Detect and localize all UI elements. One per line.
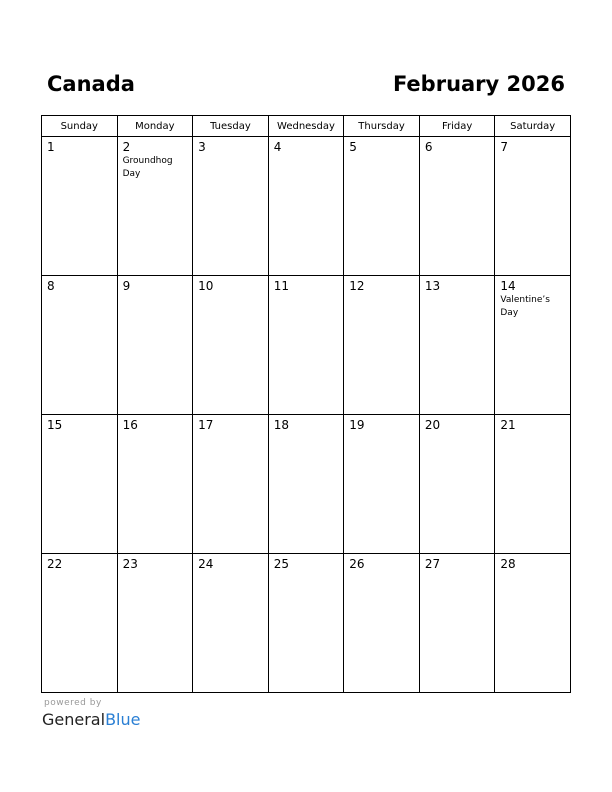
holiday-label — [193, 432, 268, 433]
holiday-label — [42, 432, 117, 433]
holiday-label: Groundhog Day — [122, 156, 173, 179]
day-cell — [344, 137, 420, 276]
holiday-label — [344, 571, 419, 572]
day-number: 23 — [122, 557, 138, 571]
holiday-label — [420, 432, 495, 433]
day-cell — [193, 137, 269, 276]
brand-blue-text: Blue — [105, 710, 141, 729]
day-number: 22 — [47, 557, 63, 571]
calendar-grid — [41, 115, 571, 693]
weekday-saturday: Saturday — [495, 116, 571, 137]
holiday-label — [495, 432, 570, 433]
day-cell — [268, 415, 344, 554]
day-number: 3 — [198, 140, 206, 154]
day-cell — [117, 415, 193, 554]
day-cell — [117, 137, 193, 276]
weekday-tuesday: Tuesday — [193, 116, 269, 137]
day-cell — [419, 554, 495, 693]
week-row — [42, 137, 571, 276]
day-number: 26 — [349, 557, 365, 571]
day-cell — [344, 276, 420, 415]
week-row — [42, 554, 571, 693]
day-number: 18 — [273, 418, 289, 432]
day-number: 10 — [198, 279, 214, 293]
holiday-label: Valentine’s Day — [500, 295, 550, 318]
holiday-label — [193, 154, 268, 155]
day-number: 2 — [122, 140, 131, 154]
weekday-sunday: Sunday — [42, 116, 118, 137]
generalblue-logo[interactable] — [42, 710, 140, 730]
holiday-label — [495, 154, 570, 155]
week-row — [42, 415, 571, 554]
holiday-label — [420, 571, 495, 572]
day-cell — [42, 415, 118, 554]
day-cell — [42, 554, 118, 693]
day-number: 15 — [47, 418, 63, 432]
holiday-label — [495, 571, 570, 572]
day-cell — [193, 276, 269, 415]
day-number: 21 — [500, 418, 516, 432]
day-cell — [495, 276, 571, 415]
holiday-label — [269, 154, 344, 155]
day-cell — [117, 554, 193, 693]
day-number: 9 — [122, 279, 131, 293]
day-cell — [344, 415, 420, 554]
day-number: 25 — [273, 557, 289, 571]
holiday-label — [344, 293, 419, 294]
day-number: 28 — [500, 557, 516, 571]
week-row — [42, 276, 571, 415]
holiday-label — [118, 432, 193, 433]
day-cell — [117, 276, 193, 415]
day-cell — [268, 554, 344, 693]
day-number: 12 — [349, 279, 365, 293]
weekday-header-row — [42, 116, 571, 137]
holiday-label — [420, 293, 495, 294]
holiday-label — [344, 154, 419, 155]
day-cell — [419, 276, 495, 415]
day-cell — [193, 554, 269, 693]
day-number: 27 — [424, 557, 441, 571]
weekday-monday: Monday — [117, 116, 193, 137]
day-cell — [419, 415, 495, 554]
day-number: 14 — [500, 279, 516, 293]
holiday-label — [193, 293, 268, 294]
day-number: 17 — [198, 418, 214, 432]
holiday-label — [118, 293, 193, 294]
holiday-label — [42, 293, 117, 294]
day-number: 4 — [273, 140, 282, 154]
day-cell — [42, 276, 118, 415]
holiday-label — [118, 571, 193, 572]
day-cell — [193, 415, 269, 554]
country-title: Canada — [47, 72, 135, 96]
brand-general-text: General — [42, 710, 106, 729]
day-number: 8 — [47, 279, 55, 293]
holiday-label — [269, 293, 344, 294]
holiday-label — [344, 432, 419, 433]
day-number: 24 — [198, 557, 214, 571]
powered-by-label: powered by — [44, 698, 102, 708]
day-number: 5 — [349, 140, 357, 154]
day-cell — [268, 276, 344, 415]
day-number: 1 — [47, 140, 55, 154]
day-number: 6 — [424, 140, 433, 154]
day-number: 11 — [273, 279, 289, 293]
day-cell — [495, 554, 571, 693]
day-number: 13 — [424, 279, 441, 293]
weekday-thursday: Thursday — [344, 116, 420, 137]
holiday-label — [42, 571, 117, 572]
month-year-title: February 2026 — [392, 72, 565, 96]
day-cell — [495, 137, 571, 276]
day-cell — [268, 137, 344, 276]
holiday-label — [269, 432, 344, 433]
holiday-label — [42, 154, 117, 155]
weekday-wednesday: Wednesday — [268, 116, 344, 137]
day-cell — [344, 554, 420, 693]
day-number: 16 — [122, 418, 138, 432]
holiday-label — [269, 571, 344, 572]
holiday-label — [193, 571, 268, 572]
day-cell — [42, 137, 118, 276]
day-number: 7 — [500, 140, 509, 154]
holiday-label — [420, 154, 495, 155]
day-cell — [495, 415, 571, 554]
weekday-friday: Friday — [419, 116, 495, 137]
day-number: 20 — [424, 418, 441, 432]
day-cell — [419, 137, 495, 276]
day-number: 19 — [349, 418, 365, 432]
